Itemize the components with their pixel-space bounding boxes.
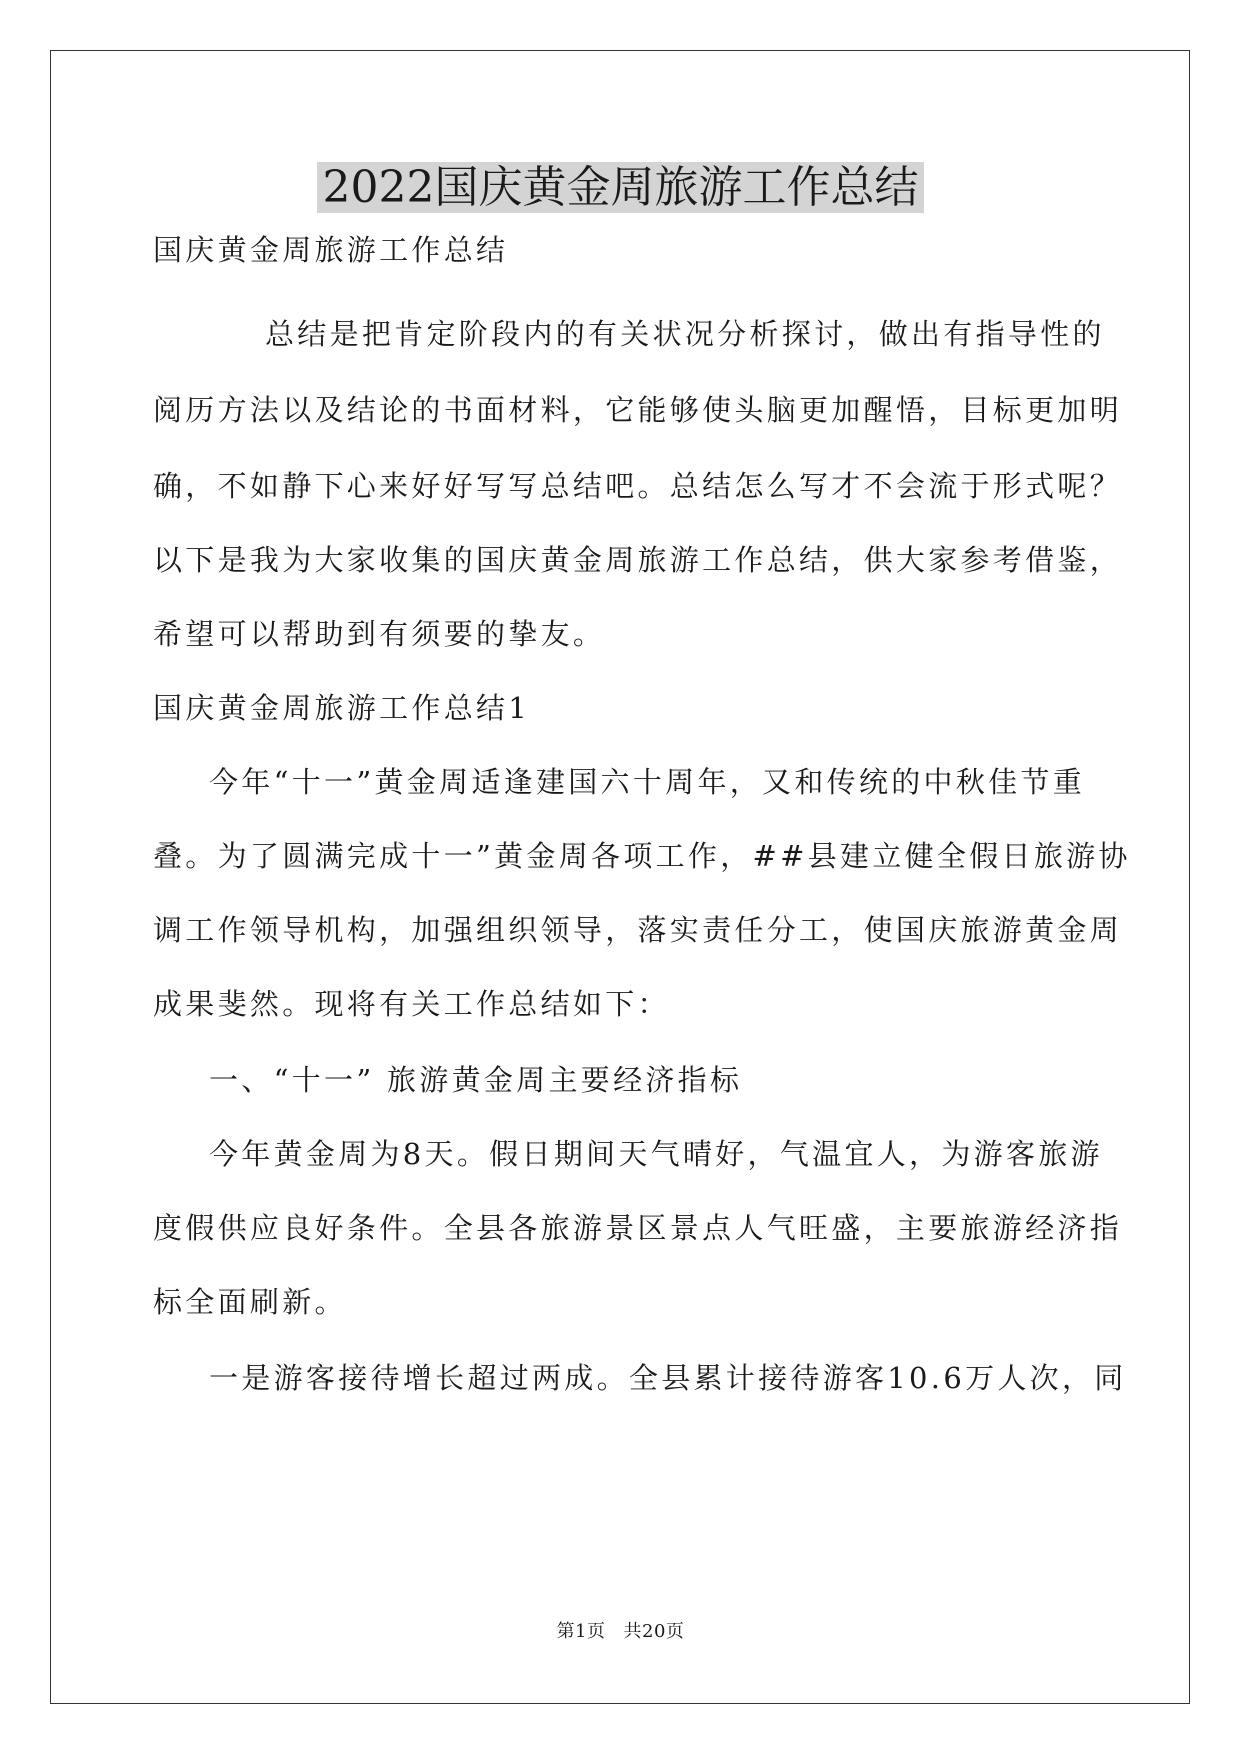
document-title	[0, 160, 1241, 216]
text-line: 希望可以帮助到有须要的挚友。	[153, 617, 606, 651]
page-border	[50, 50, 1190, 1704]
document-title-text: 2022国庆黄金周旅游工作总结	[317, 162, 925, 213]
text-line: 成果斐然。现将有关工作总结如下：	[153, 987, 670, 1021]
text-line: 标全面刷新。	[153, 1285, 347, 1319]
text-line: 今年“十一”黄金周适逢建国六十周年，又和传统的中秋佳节重	[209, 765, 1086, 799]
text-line: 国庆黄金周旅游工作总结	[153, 233, 509, 267]
text-line: 阅历方法以及结论的书面材料，它能够使头脑更加醒悟，目标更加明	[153, 393, 1123, 427]
text-line: 调工作领导机构，加强组织领导，落实责任分工，使国庆旅游黄金周	[153, 913, 1123, 947]
text-line: 确，不如静下心来好好写写总结吧。总结怎么写才不会流于形式呢？	[153, 469, 1123, 503]
text-line: 以下是我为大家收集的国庆黄金周旅游工作总结，供大家参考借鉴，	[153, 543, 1123, 577]
subsection-heading: 一、“十一” 旅游黄金周主要经济指标	[209, 1063, 743, 1097]
text-line: 叠。为了圆满完成十一”黄金周各项工作，##县建立健全假日旅游协	[153, 839, 1131, 873]
text-line: 一是游客接待增长超过两成。全县累计接待游客10.6万人次，同	[209, 1361, 1127, 1395]
page-total: 共20页	[623, 1621, 685, 1642]
text-line: 今年黄金周为8天。假日期间天气晴好，气温宜人，为游客旅游	[209, 1137, 1103, 1171]
page-footer	[0, 1620, 1241, 1644]
page-number: 第1页	[556, 1621, 606, 1642]
section-heading: 国庆黄金周旅游工作总结1	[153, 691, 531, 725]
text-line: 度假供应良好条件。全县各旅游景区景点人气旺盛，主要旅游经济指	[153, 1211, 1123, 1245]
text-line: 总结是把肯定阶段内的有关状况分析探讨，做出有指导性的	[265, 317, 1105, 351]
